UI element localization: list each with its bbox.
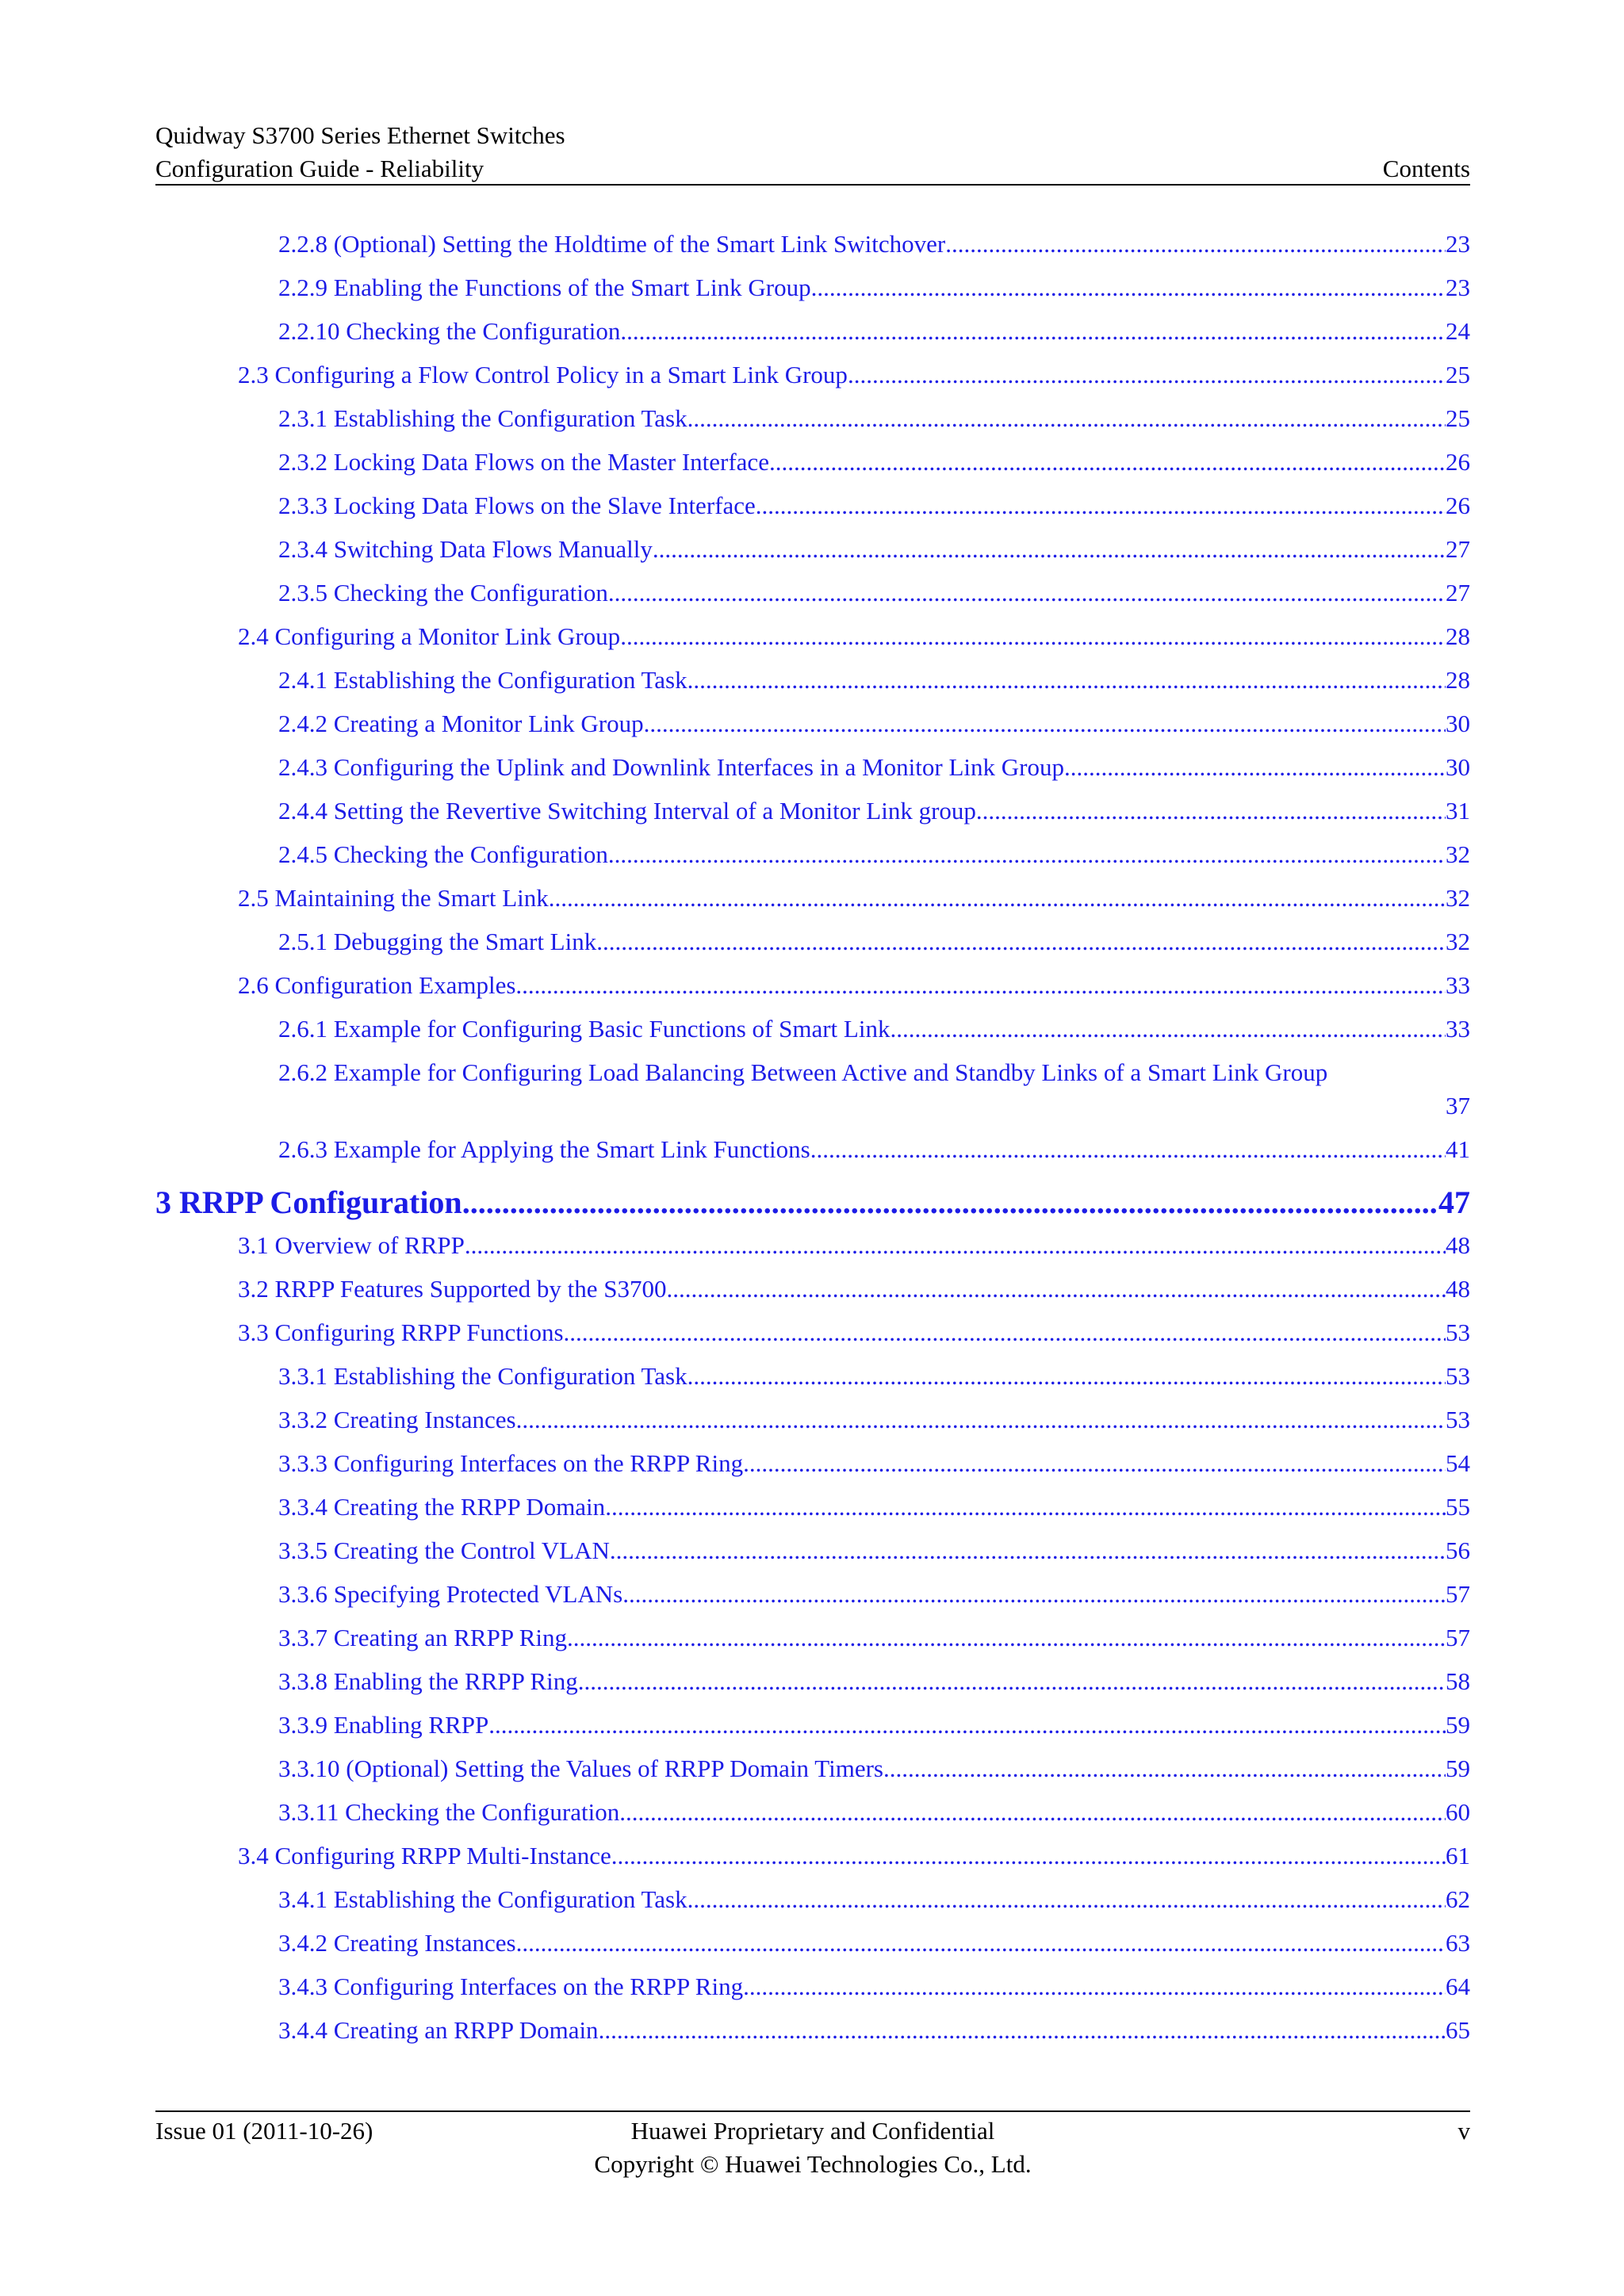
toc-entry-page: 53	[1446, 1406, 1470, 1433]
toc-entry-page: 33	[1446, 1015, 1470, 1043]
toc-entry-page: 33	[1446, 971, 1470, 999]
toc-entry-page: 25	[1446, 361, 1470, 388]
toc-entry[interactable]	[155, 1667, 1470, 1711]
toc-entry-title: 2.6 Configuration Examples	[238, 971, 516, 999]
toc-entry-title: 3.3.11 Checking the Configuration	[278, 1798, 620, 1826]
toc-entry-page: 28	[1446, 622, 1470, 650]
toc-entry-page: 63	[1446, 1929, 1470, 1957]
toc-entry-title: 2.3 Configuring a Flow Control Policy in a Smart Link Group	[238, 361, 848, 388]
toc-entry-title: 3.4 Configuring RRPP Multi-Instance	[238, 1842, 611, 1869]
toc-entry-dot-leader	[890, 1015, 1446, 1043]
toc-entry-page: 53	[1446, 1318, 1470, 1346]
toc-entry-title: 3.3.5 Creating the Control VLAN	[278, 1536, 610, 1564]
header-guide: Configuration Guide - Reliability	[155, 155, 485, 182]
toc-entry-dot-leader	[605, 1493, 1446, 1521]
header-section: Contents	[1382, 155, 1470, 182]
toc-entry-dot-leader	[578, 1667, 1446, 1696]
toc-entry-page: 59	[1446, 1755, 1470, 1782]
toc-entry-dot-leader	[599, 2016, 1446, 2045]
toc-entry[interactable]	[155, 1318, 1470, 1362]
toc-entry-dot-leader	[619, 1798, 1446, 1827]
toc-entry-dot-leader	[516, 1929, 1446, 1957]
header-row-product	[155, 119, 1470, 152]
toc-entry[interactable]	[155, 753, 1470, 797]
toc-entry[interactable]	[155, 666, 1470, 710]
toc-entry-title: 3.4.4 Creating an RRPP Domain	[278, 2016, 599, 2044]
toc-entry[interactable]	[155, 1536, 1470, 1580]
toc-entry-page: 32	[1446, 840, 1470, 868]
toc-entry-dot-leader	[465, 1231, 1446, 1260]
toc-entry-dot-leader	[945, 230, 1446, 258]
toc-entry[interactable]	[155, 1275, 1470, 1318]
footer-issue: Issue 01 (2011-10-26)	[155, 2117, 373, 2145]
header-divider	[155, 184, 1470, 186]
toc-entry-title: 2.5.1 Debugging the Smart Link	[278, 928, 597, 955]
toc-entry-title: 3.3 Configuring RRPP Functions	[238, 1318, 564, 1346]
toc-entry[interactable]	[155, 2016, 1470, 2060]
toc-entry-dot-leader	[756, 492, 1446, 520]
toc-entry-page: 48	[1446, 1275, 1470, 1303]
toc-entry-dot-leader	[1064, 753, 1446, 782]
toc-entry-title: 3.2 RRPP Features Supported by the S3700	[238, 1275, 667, 1303]
toc-entry-page: 57	[1446, 1580, 1470, 1608]
toc-entry[interactable]	[155, 274, 1470, 317]
toc-entry[interactable]	[155, 840, 1470, 884]
toc-entry[interactable]	[155, 1973, 1470, 2016]
toc-entry-dot-leader	[883, 1755, 1446, 1783]
toc-entry-dot-leader	[688, 404, 1446, 433]
toc-entry[interactable]	[155, 492, 1470, 535]
toc-entry[interactable]	[155, 579, 1470, 622]
toc-entry-page: 32	[1446, 884, 1470, 912]
toc-entry-page: 25	[1446, 404, 1470, 432]
toc-entry[interactable]	[155, 710, 1470, 753]
toc-entry-page: 64	[1446, 1973, 1470, 2000]
toc-entry-title: 2.4.2 Creating a Monitor Link Group	[278, 710, 644, 737]
toc-entry-dot-leader	[620, 317, 1446, 346]
toc-entry[interactable]	[155, 1624, 1470, 1667]
toc-entry-title: 3.4.2 Creating Instances	[278, 1929, 516, 1957]
toc-entry-title: 3.3.6 Specifying Protected VLANs	[278, 1580, 623, 1608]
toc-entry-dot-leader	[811, 274, 1446, 302]
toc-entry-page: 54	[1446, 1449, 1470, 1477]
toc-entry-dot-leader	[620, 622, 1446, 651]
toc-entry[interactable]	[155, 1231, 1470, 1275]
toc-entry[interactable]	[155, 1755, 1470, 1798]
toc-entry-page: 37	[1446, 1092, 1470, 1119]
toc-entry[interactable]	[155, 1885, 1470, 1929]
toc-entry[interactable]	[155, 1135, 1470, 1179]
toc-entry[interactable]	[155, 1493, 1470, 1536]
toc-entry-title: 3.3.1 Establishing the Configuration Task	[278, 1362, 688, 1390]
table-of-contents	[155, 230, 1470, 2060]
toc-entry[interactable]	[155, 1842, 1470, 1885]
toc-entry-dot-leader	[743, 1973, 1446, 2001]
toc-entry-title: 3.3.9 Enabling RRPP	[278, 1711, 489, 1739]
toc-entry-title: 3.4.3 Configuring Interfaces on the RRPP Ring	[278, 1973, 744, 2000]
toc-entry-title: 2.6.3 Example for Applying the Smart Link Functions	[278, 1135, 810, 1163]
toc-entry-dot-leader	[564, 1318, 1446, 1347]
toc-entry-page: 30	[1446, 710, 1470, 737]
toc-entry-dot-leader	[549, 884, 1446, 913]
footer-notice: Huawei Proprietary and Confidential	[630, 2117, 995, 2145]
toc-entry-page: 61	[1446, 1842, 1470, 1869]
toc-entry-page: 27	[1446, 579, 1470, 607]
toc-entry[interactable]	[155, 1711, 1470, 1755]
toc-entry-page: 62	[1446, 1885, 1470, 1913]
toc-entry[interactable]	[155, 1362, 1470, 1406]
toc-entry-title: 2.6.1 Example for Configuring Basic Functions of Smart Link	[278, 1015, 891, 1043]
toc-entry-title: 2.2.10 Checking the Configuration	[278, 317, 621, 345]
toc-entry-dot-leader	[848, 361, 1446, 389]
toc-entry-title: 3.3.7 Creating an RRPP Ring	[278, 1624, 567, 1651]
toc-entry[interactable]	[155, 928, 1470, 971]
toc-entry-page: 28	[1446, 666, 1470, 694]
toc-entry-page: 47	[1438, 1184, 1470, 1220]
toc-entry[interactable]	[155, 622, 1470, 666]
toc-entry-dot-leader	[653, 535, 1446, 564]
toc-entry[interactable]	[155, 884, 1470, 928]
toc-entry-page: 32	[1446, 928, 1470, 955]
toc-entry-page: 26	[1446, 492, 1470, 519]
toc-entry-dot-leader	[610, 1536, 1446, 1565]
toc-entry-dot-leader	[769, 448, 1446, 476]
toc-entry-page: 24	[1446, 317, 1470, 345]
toc-entry-dot-leader	[516, 1406, 1446, 1434]
toc-entry[interactable]	[155, 1015, 1470, 1058]
toc-entry-title: 2.2.9 Enabling the Functions of the Smart Link Group	[278, 274, 811, 301]
toc-entry[interactable]	[155, 1406, 1470, 1449]
toc-entry-title: 2.3.4 Switching Data Flows Manually	[278, 535, 653, 563]
toc-entry-page: 23	[1446, 230, 1470, 258]
toc-entry-dot-leader	[688, 1362, 1446, 1391]
toc-entry[interactable]	[155, 404, 1470, 448]
footer-page-number: v	[1457, 2117, 1470, 2145]
toc-entry[interactable]	[155, 448, 1470, 492]
toc-chapter-entry[interactable]	[155, 1184, 1470, 1231]
toc-entry[interactable]	[155, 230, 1470, 274]
toc-entry-page: 26	[1446, 448, 1470, 476]
toc-entry-page: 55	[1446, 1493, 1470, 1521]
toc-entry-dot-leader	[688, 1885, 1446, 1914]
toc-entry-page: 27	[1446, 535, 1470, 563]
toc-entry-dot-leader	[976, 797, 1446, 825]
header-product: Quidway S3700 Series Ethernet Switches	[155, 121, 565, 149]
toc-entry-title: 2.3.3 Locking Data Flows on the Slave Interface	[278, 492, 756, 519]
toc-entry-title: 2.2.8 (Optional) Setting the Holdtime of the Smart Link Switchover	[278, 230, 946, 258]
toc-entry[interactable]	[155, 535, 1470, 579]
toc-entry-title: 2.3.2 Locking Data Flows on the Master Interface	[278, 448, 769, 476]
toc-entry-dot-leader	[644, 710, 1446, 738]
toc-entry-dot-leader	[611, 1842, 1446, 1870]
toc-entry-dot-leader	[515, 971, 1446, 1000]
toc-entry-page: 23	[1446, 274, 1470, 301]
toc-entry-page: 65	[1446, 2016, 1470, 2044]
toc-entry[interactable]	[155, 971, 1470, 1015]
toc-entry-page: 41	[1446, 1135, 1470, 1163]
toc-entry-page: 59	[1446, 1711, 1470, 1739]
toc-entry-page: 56	[1446, 1536, 1470, 1564]
toc-entry-page: 53	[1446, 1362, 1470, 1390]
toc-entry-title: 2.4.4 Setting the Revertive Switching Interval of a Monitor Link group	[278, 797, 976, 825]
toc-entry-title: 3.3.4 Creating the RRPP Domain	[278, 1493, 606, 1521]
toc-entry-page: 58	[1446, 1667, 1470, 1695]
toc-entry-page: 31	[1446, 797, 1470, 825]
toc-entry-dot-leader	[462, 1184, 1438, 1221]
toc-entry-page: 30	[1446, 753, 1470, 781]
header-row-guide	[155, 152, 1470, 186]
toc-entry-dot-leader	[608, 840, 1446, 869]
toc-entry[interactable]	[155, 1798, 1470, 1842]
toc-entry-dot-leader	[688, 666, 1446, 695]
toc-entry-leader-line	[278, 1092, 1470, 1135]
toc-entry-dot-leader	[810, 1135, 1446, 1164]
toc-entry-dot-leader	[567, 1624, 1446, 1652]
toc-entry[interactable]	[155, 1058, 1470, 1135]
toc-entry-dot-leader	[622, 1580, 1446, 1609]
toc-entry[interactable]	[155, 317, 1470, 361]
toc-entry[interactable]	[155, 361, 1470, 404]
toc-entry-title: 2.4.1 Establishing the Configuration Task	[278, 666, 688, 694]
toc-entry[interactable]	[155, 1580, 1470, 1624]
toc-entry[interactable]	[155, 797, 1470, 840]
toc-entry-title: 3.3.3 Configuring Interfaces on the RRPP Ring	[278, 1449, 744, 1477]
toc-entry-dot-leader	[743, 1449, 1446, 1478]
toc-entry-dot-leader	[608, 579, 1446, 607]
toc-entry-title: 3.3.2 Creating Instances	[278, 1406, 516, 1433]
toc-entry-title: 3 RRPP Configuration	[155, 1184, 462, 1220]
toc-entry-title: 3.1 Overview of RRPP	[238, 1231, 465, 1259]
footer-divider	[155, 2110, 1470, 2112]
toc-entry-title: 2.5 Maintaining the Smart Link	[238, 884, 549, 912]
toc-entry[interactable]	[155, 1449, 1470, 1493]
toc-entry-title: 2.4 Configuring a Monitor Link Group	[238, 622, 621, 650]
toc-entry-page: 48	[1446, 1231, 1470, 1259]
toc-entry-title: 2.3.5 Checking the Configuration	[278, 579, 608, 607]
toc-entry-dot-leader	[667, 1275, 1446, 1303]
page-header	[155, 119, 1470, 186]
toc-entry-page: 60	[1446, 1798, 1470, 1826]
toc-entry-title: 3.3.10 (Optional) Setting the Values of RRPP Domain Timers	[278, 1755, 883, 1782]
toc-entry-dot-leader	[488, 1711, 1446, 1739]
toc-entry[interactable]	[155, 1929, 1470, 1973]
toc-entry-page: 57	[1446, 1624, 1470, 1651]
toc-entry-title: 3.3.8 Enabling the RRPP Ring	[278, 1667, 578, 1695]
toc-entry-title: 2.4.5 Checking the Configuration	[278, 840, 608, 868]
footer-copyright: Copyright © Huawei Technologies Co., Ltd.	[594, 2150, 1032, 2178]
toc-entry-title: 2.4.3 Configuring the Uplink and Downlink Interfaces in a Monitor Link Group	[278, 753, 1064, 781]
toc-entry-title: 3.4.1 Establishing the Configuration Task	[278, 1885, 688, 1913]
footer-center	[155, 2114, 1470, 2181]
toc-entry-title: 2.3.1 Establishing the Configuration Task	[278, 404, 688, 432]
toc-entry-dot-leader	[596, 928, 1446, 956]
toc-entry-title: 2.6.2 Example for Configuring Load Balancing Between Active and Standby Links of a Smart Link Group	[278, 1058, 1328, 1086]
